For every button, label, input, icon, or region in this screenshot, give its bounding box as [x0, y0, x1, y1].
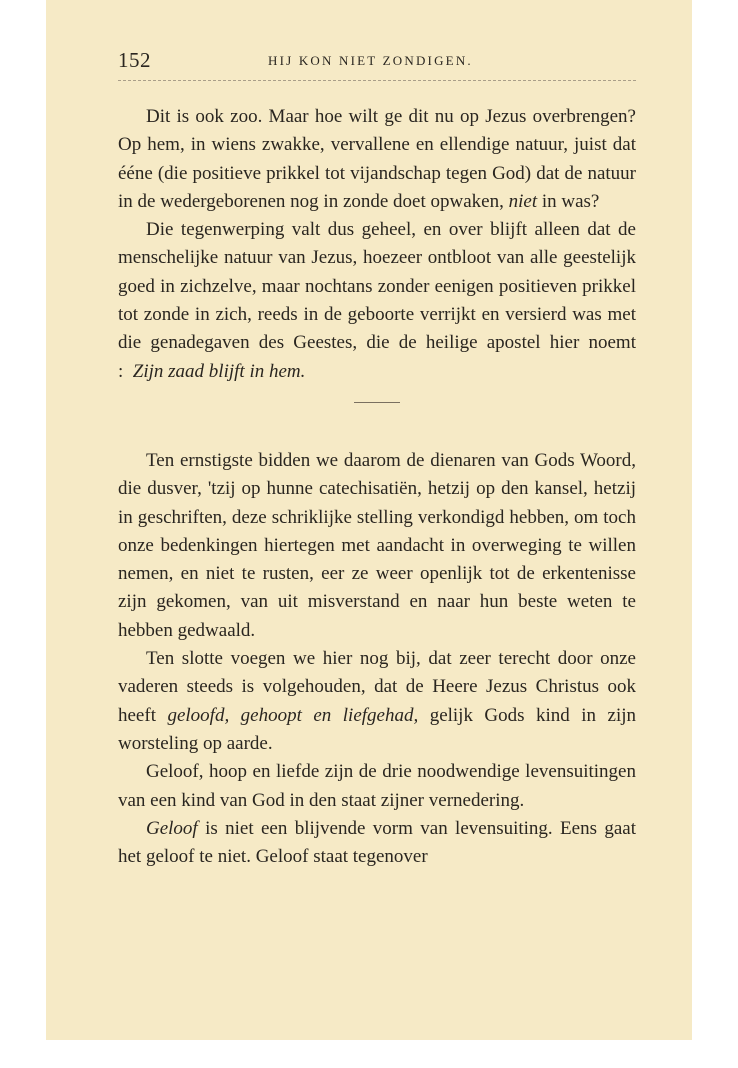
- page-number: 152: [118, 48, 151, 72]
- paragraph: Geloof, hoop en liefde zijn de drie noodwendige levensuitingen van een kind van God in den staat zijner vernedering.: [118, 761, 636, 811]
- book-page: [46, 0, 692, 1040]
- page-body: [118, 103, 636, 871]
- paragraph: Ten slotte voegen we hier nog bij, dat zeer terecht door onze vaderen steeds is volgehouden, dat de Heere Jezus Christus ook heeft geloofd, gehoopt en liefgehad, gelijk Gods kind in zijn worsteling op aarde.: [118, 648, 637, 754]
- italic-text: niet: [508, 190, 538, 212]
- header-divider: [118, 80, 636, 81]
- paragraph: Ten ernstigste bidden we daarom de dienaren van Gods Woord, die dusver, 'tzij op hunne catechisatiën, hetzij op den kansel, hetzij in geschriften, deze schriklijke stelling verkondigd hebben, om toch onze bedenkingen hiertegen met aandacht in overweging te willen nemen, en niet te rusten, eer ze weer openlijk tot de erkentenisse zijn gekomen, van uit misverstand en naar hun beste weten te hebben gedwaald.: [118, 449, 636, 641]
- page-header: [118, 48, 636, 74]
- italic-quote: Zijn zaad blijft in hem.: [132, 360, 306, 382]
- italic-text: geloofd, gehoopt en liefgehad,: [167, 704, 419, 726]
- paragraph: Geloof is niet een blijvende vorm van levensuiting. Eens gaat het geloof te niet. Geloof staat tegenover: [118, 817, 636, 868]
- paragraph: Dit is ook zoo. Maar hoe wilt ge dit nu op Jezus overbrengen? Op hem, in wiens zwakke, vervallene en ellendige natuur, juist dat ééne (die positieve prikkel tot vijandschap tegen God) dat de natuur in de wedergeborenen nog in zonde doet opwaken, niet in was?: [118, 106, 636, 212]
- italic-text: Geloof: [146, 817, 198, 839]
- paragraph: Die tegenwerping valt dus geheel, en over blijft alleen dat de menschelijke natuur van Jezus, hoezeer ontbloot van alle geestelijk goed in zichzelve, maar nochtans zonder eenigen positieven prikkel tot zonde in zich, reeds in de geboorte verrijkt en versierd was met die genadegaven des Geestes, die de heilige apostel hier noemt : Zijn zaad blijft in hem.: [118, 219, 636, 382]
- running-title: HIJ KON NIET ZONDIGEN.: [268, 53, 473, 68]
